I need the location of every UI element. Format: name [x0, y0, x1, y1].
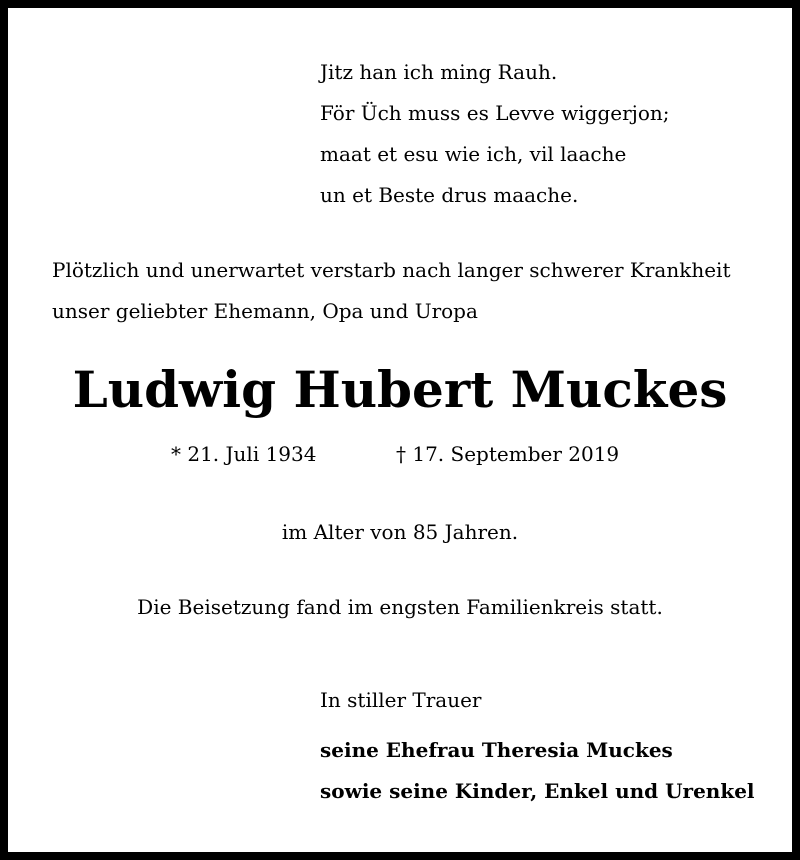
- poem-line-2: För Üch muss es Levve wiggerjon;: [320, 101, 670, 125]
- deceased-name: Ludwig Hubert Muckes: [72, 360, 728, 419]
- mourner-line-2: sowie seine Kinder, Enkel und Urenkel: [320, 779, 755, 803]
- poem-line-1: Jitz han ich ming Rauh.: [320, 60, 558, 84]
- burial-notice: Die Beisetzung fand im engsten Familienkreis statt.: [137, 595, 663, 619]
- age-line: im Alter von 85 Jahren.: [281, 520, 519, 544]
- intro-line-1: Plötzlich und unerwartet verstarb nach langer schwerer Krankheit: [52, 258, 731, 282]
- poem-line-4: un et Beste drus maache.: [320, 183, 579, 207]
- mourning-phrase: In stiller Trauer: [320, 688, 482, 712]
- mourner-line-1: seine Ehefrau Theresia Muckes: [320, 738, 673, 762]
- birth-date: * 21. Juli 1934: [171, 442, 317, 466]
- intro-line-2: unser geliebter Ehemann, Opa und Uropa: [52, 299, 478, 323]
- poem-line-3: maat et esu wie ich, vil laache: [320, 142, 627, 166]
- death-date: † 17. September 2019: [396, 442, 620, 466]
